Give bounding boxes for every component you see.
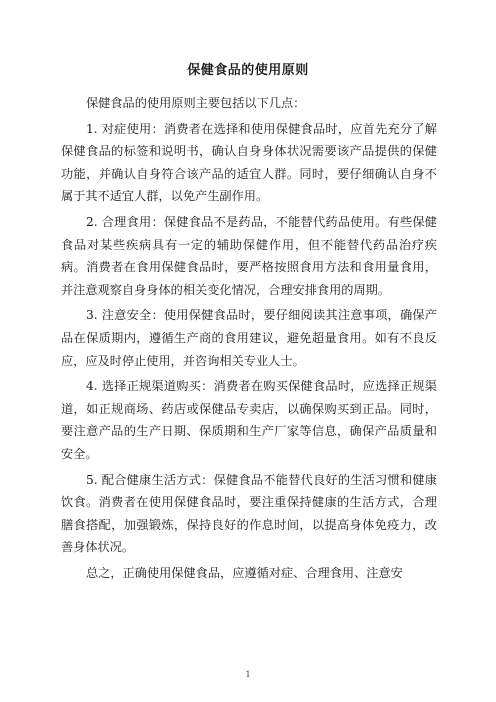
principle-paragraph-2: 2. 合理食用：保健食品不是药品，不能替代药品使用。有些保健食品对某些疾病具有一定的辅助保健作用，但不能替代药品治疗疾病。消费者在食用保健食品时，要严格按照食用方法和食用量食用，并注意观察自身身体的相关变化情况，合理安排食用的周期。 xyxy=(61,214,437,297)
principle-paragraph-3: 3. 注意安全：使用保健食品时，要仔细阅读其注意事项，确保产品在保质期内，遵循生产商的食用建议，避免超量食用。如有不良反应，应及时停止使用，并咨询相关专业人士。 xyxy=(61,308,437,368)
summary-paragraph: 总之，正确使用保健食品，应遵循对症、合理食用、注意安 xyxy=(86,565,403,580)
principle-paragraph-1: 1. 对症使用：消费者在选择和使用保健食品时，应首先充分了解保健食品的标签和说明书，确认自身身体状况需要该产品提供的保健功能，并确认自身符合该产品的适宜人群。同时，要仔细确认自身不属于其不适宜人群，以免产生副作用。 xyxy=(61,121,437,204)
intro-paragraph: 保健食品的使用原则主要包括以下几点： xyxy=(86,96,306,110)
document-body xyxy=(61,92,437,584)
principle-paragraph-5: 5. 配合健康生活方式：保健食品不能替代良好的生活习惯和健康饮食。消费者在使用保健食品时，要注重保持健康的生活方式，合理膳食搭配，加强锻炼，保持良好的作息时间，以提高身体免疫力，改善身体状况。 xyxy=(61,472,437,555)
page-number: 1 xyxy=(245,670,251,679)
principle-paragraph-4: 4. 选择正规渠道购买：消费者在购买保健食品时，应选择正规渠道，如正规商场、药店或保健品专卖店，以确保购买到正品。同时，要注意产品的生产日期、保质期和生产厂家等信息，确保产品质量和安全。 xyxy=(61,379,437,461)
document-title: 保健食品的使用原则 xyxy=(187,63,309,78)
